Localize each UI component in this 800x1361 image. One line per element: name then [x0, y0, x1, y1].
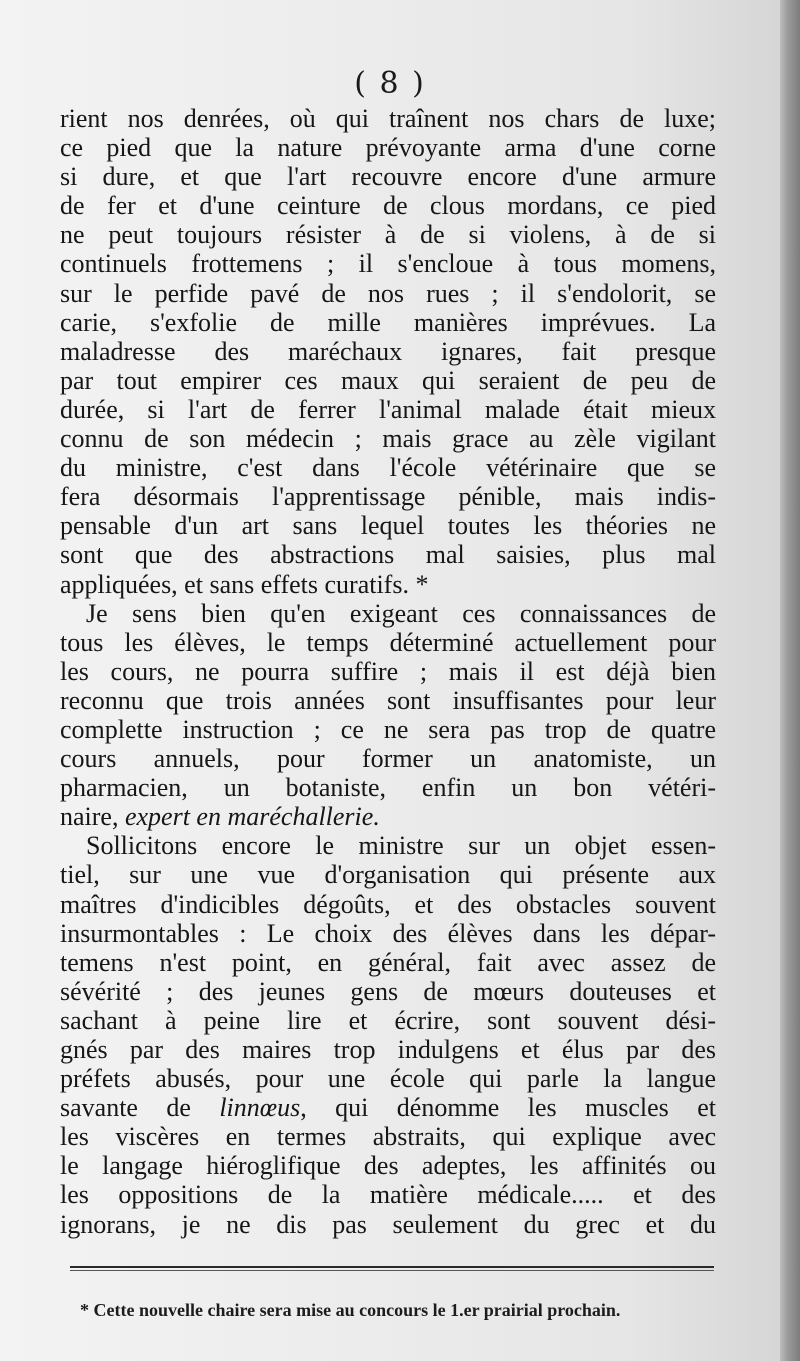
text-line-main: appliquées, et sans effets curatifs. *	[60, 569, 429, 599]
text-line	[60, 133, 716, 162]
page-number: ( 8 )	[354, 66, 426, 101]
text-line-italic: linnœus	[219, 1093, 301, 1123]
text-line	[60, 831, 716, 860]
text-line	[60, 424, 716, 453]
text-line	[60, 104, 716, 133]
text-line	[60, 977, 716, 1006]
text-line	[60, 540, 716, 569]
text-line-main: reconnu que trois années sont insuffisantes pour leur	[60, 685, 716, 715]
text-line	[60, 948, 716, 977]
text-line-main: de fer et d'une ceinture de clous mordans, ce pied	[60, 191, 716, 221]
text-line-main: continuels frottemens ; il s'encloue à tous momens,	[60, 249, 716, 279]
text-line-main: savante de	[60, 1093, 220, 1123]
text-line	[60, 220, 716, 249]
text-line-main: maladresse des maréchaux ignares, fait presque	[60, 336, 716, 366]
text-line	[60, 162, 716, 191]
text-line	[60, 715, 716, 744]
text-line	[60, 249, 716, 278]
text-line	[60, 395, 716, 424]
text-line	[60, 802, 716, 831]
text-line-main: les viscères en termes abstraits, qui explique avec	[60, 1122, 716, 1152]
text-line-main: les oppositions de la matière médicale..... et des	[60, 1180, 716, 1210]
text-line-main: par tout empirer ces maux qui seraient de peu de	[60, 365, 716, 395]
text-line-main: naire,	[60, 802, 125, 832]
book-spine-shadow	[780, 0, 800, 1361]
text-line-main: pharmacien, un botaniste, enfin un bon vétéri-	[60, 773, 716, 803]
text-line	[60, 453, 716, 482]
text-line-main: connu de son médecin ; mais grace au zèle vigilant	[60, 424, 716, 454]
text-line-main: fera désormais l'apprentissage pénible, mais indis-	[60, 482, 716, 512]
text-line	[60, 1093, 716, 1122]
text-line	[60, 1035, 716, 1064]
text-line	[60, 337, 716, 366]
text-line	[60, 890, 716, 919]
text-line	[60, 599, 716, 628]
text-line	[60, 919, 716, 948]
text-line	[60, 1210, 716, 1239]
text-line-main: durée, si l'art de ferrer l'animal malade était mieux	[60, 394, 716, 424]
text-line	[60, 1064, 716, 1093]
text-line	[60, 1006, 716, 1035]
footnote: * Cette nouvelle chaire sera mise au concours le 1.er prairial prochain.	[80, 1300, 621, 1320]
text-line-main: le langage hiéroglifique des adeptes, les affinités ou	[60, 1151, 716, 1181]
text-line	[60, 860, 716, 889]
text-line-main: Je sens bien qu'en exigeant ces connaissances de	[86, 598, 716, 628]
text-line-main: préfets abusés, pour une école qui parle la langue	[60, 1064, 716, 1094]
text-line-main: ne peut toujours résister à de si violens, à de si	[60, 220, 716, 250]
text-line	[60, 1122, 716, 1151]
text-line-main: Sollicitons encore le ministre sur un objet essen-	[86, 831, 716, 861]
body-text	[60, 104, 716, 1239]
text-line-main: sévérité ; des jeunes gens de mœurs douteuses et	[60, 976, 716, 1006]
text-line	[60, 744, 716, 773]
text-line-main: temens n'est point, en général, fait avec assez de	[60, 947, 716, 977]
text-line	[60, 191, 716, 220]
text-line-main: pensable d'un art sans lequel toutes les théories ne	[60, 511, 716, 541]
text-line-main: insurmontables : Le choix des élèves dans les dépar-	[60, 918, 716, 948]
text-line-main: rient nos denrées, où qui traînent nos chars de luxe;	[60, 104, 716, 133]
text-line	[60, 482, 716, 511]
text-line-main: tiel, sur une vue d'organisation qui présente aux	[60, 860, 716, 890]
text-line-main: sont que des abstractions mal saisies, plus mal	[60, 540, 716, 570]
text-line-italic: expert en maréchallerie.	[124, 802, 380, 832]
text-line-main: si dure, et que l'art recouvre encore d'une armure	[60, 162, 716, 192]
text-line-main: tous les élèves, le temps déterminé actuellement pour	[60, 627, 716, 657]
text-line-main: du ministre, c'est dans l'école vétérinaire que se	[60, 453, 716, 483]
text-line	[60, 366, 716, 395]
text-line	[60, 1180, 716, 1209]
text-line-main: sachant à peine lire et écrire, sont souvent dési-	[60, 1005, 716, 1035]
text-line-main: gnés par des maires trop indulgens et élus par des	[60, 1035, 716, 1064]
text-line	[60, 308, 716, 337]
text-line	[60, 773, 716, 802]
text-line-main: maîtres d'indicibles dégoûts, et des obstacles souvent	[60, 889, 716, 919]
text-line	[60, 570, 716, 599]
text-line	[60, 686, 716, 715]
text-line	[60, 657, 716, 686]
text-line-main: carie, s'exfolie de mille manières imprévues. La	[60, 307, 716, 337]
text-line-main: complette instruction ; ce ne sera pas trop de quatre	[60, 714, 716, 744]
text-line	[60, 511, 716, 540]
text-line-main: cours annuels, pour former un anatomiste, un	[60, 744, 716, 774]
footnote-rule-secondary	[70, 1270, 714, 1271]
text-line	[60, 628, 716, 657]
text-line-after: , qui dénomme les muscles et	[300, 1093, 716, 1123]
text-line-main: sur le perfide pavé de nos rues ; il s'endolorit, se	[60, 278, 716, 308]
text-line-main: ce pied que la nature prévoyante arma d'une corne	[60, 133, 716, 163]
text-line-main: ignorans, je ne dis pas seulement du grec et du	[60, 1209, 716, 1239]
footnote-rule	[70, 1266, 714, 1268]
text-line	[60, 1151, 716, 1180]
text-line	[60, 279, 716, 308]
text-line-main: les cours, ne pourra suffire ; mais il est déjà bien	[60, 656, 716, 686]
